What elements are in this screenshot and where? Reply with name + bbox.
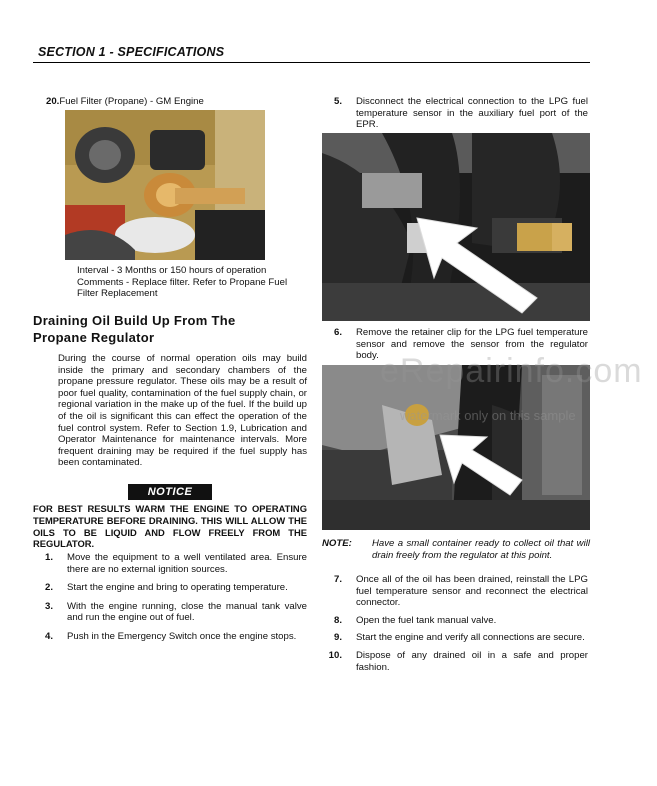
section-heading: Draining Oil Build Up From The Propane Regulator	[33, 313, 236, 345]
step-number: 2.	[44, 582, 53, 594]
step-text: Once all of the oil has been drained, reinstall the LPG fuel temperature sensor and reconnect the electrical connector.	[356, 574, 588, 609]
step-number: 6.	[333, 327, 342, 338]
notice-badge: NOTICE	[128, 484, 212, 500]
step-text: Move the equipment to a well ventilated area. Ensure there are no external ignition sources.	[67, 552, 307, 575]
item-20-title: Fuel Filter (Propane) - GM Engine	[59, 96, 204, 107]
notice-text: FOR BEST RESULTS WARM THE ENGINE TO OPERATING TEMPERATURE BEFORE DRAINING. THIS WILL ALLOW THE OILS TO BE LIQUID AND FLOW FREELY FROM THE REGULATOR.	[33, 503, 307, 550]
step-number: 5.	[333, 96, 342, 107]
step-number: 8.	[333, 614, 342, 626]
watermark-subtext: watermark only on this sample	[400, 408, 576, 423]
step-text: Start the engine and bring to operating temperature.	[67, 582, 288, 594]
intro-paragraph: During the course of normal operation oils may build inside the primary and secondary chambers of the propane pressure regulator. These oils may be a result of poor fuel quality, contamination of the fuel supply chain, or regional variation in the make up of the fuel. If the build up of the oil is significant this can effect the operation of the fuel control system. Refer to Section 1.9, Lubrication and Operator Maintenance for maintenance intervals. More frequent draining may be required if the fuel supply has been contaminated.	[58, 353, 307, 469]
step-number: 10.	[328, 649, 342, 661]
section-title: SECTION 1 - SPECIFICATIONS	[38, 45, 225, 59]
step-text: Push in the Emergency Switch once the engine stops.	[67, 630, 297, 642]
item-20-heading	[46, 96, 204, 108]
step-text: With the engine running, close the manual tank valve and run the engine out of fuel.	[67, 600, 307, 624]
step-number: 4.	[44, 630, 53, 642]
note-label: NOTE:	[322, 538, 352, 549]
step-text: Disconnect the electrical connection to the LPG fuel temperature sensor in the auxiliary fuel port of the EPR.	[356, 96, 588, 131]
sensor-connector-photo	[322, 133, 590, 321]
caption-line: Filter Replacement	[77, 288, 158, 300]
list-item	[322, 632, 590, 644]
note-text: Have a small container ready to collect oil that will drain freely from the regulator at this point.	[372, 538, 590, 561]
step-number: 9.	[333, 632, 342, 644]
list-item	[33, 631, 307, 643]
note	[322, 538, 590, 561]
steps-left	[33, 552, 307, 650]
step-number: 3.	[44, 600, 53, 612]
caption-line: Interval - 3 Months or 150 hours of operation	[77, 265, 267, 276]
step-5	[322, 96, 590, 131]
list-item	[33, 582, 307, 594]
fuel-filter-photo	[65, 110, 265, 260]
header-rule	[33, 62, 590, 63]
step-text: Start the engine and verify all connections are secure.	[356, 632, 585, 644]
step-number: 7.	[333, 574, 342, 585]
caption-line: Comments - Replace filter. Refer to Propane Fuel	[77, 276, 288, 288]
list-item	[33, 601, 307, 624]
item-20-number: 20.	[46, 96, 60, 107]
step-text: Dispose of any drained oil in a safe and proper fashion.	[356, 649, 588, 673]
list-item	[322, 650, 590, 673]
list-item	[322, 615, 590, 627]
step-text: Open the fuel tank manual valve.	[356, 614, 497, 626]
step-text: Remove the retainer clip for the LPG fuel temperature sensor and remove the sensor from the regulator body.	[356, 327, 588, 362]
steps-right	[322, 574, 590, 679]
list-item	[322, 574, 590, 609]
step-number: 1.	[44, 552, 53, 563]
watermark: eRepairinfo.com	[380, 352, 643, 390]
list-item	[33, 552, 307, 575]
item-20-caption	[77, 265, 307, 300]
